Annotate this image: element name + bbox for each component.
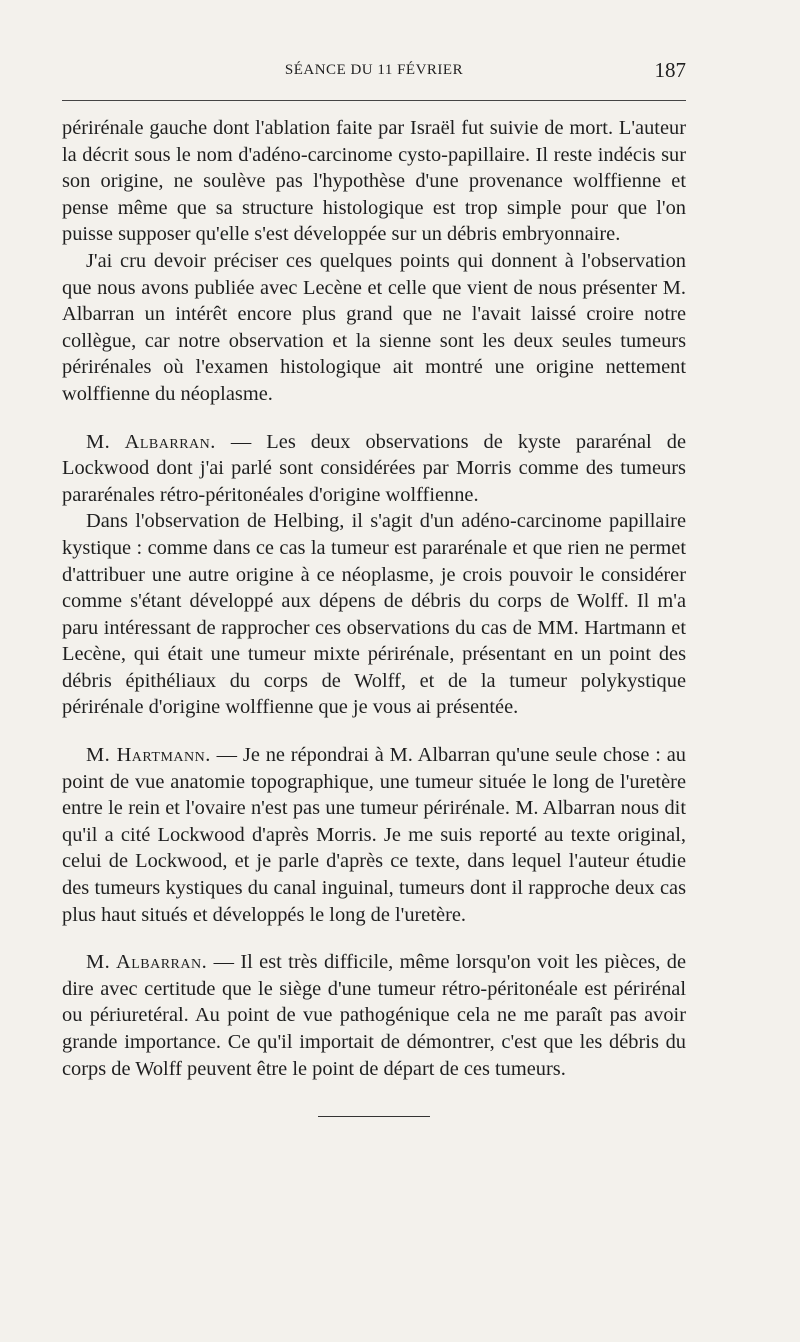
- paragraph-6-text: — Il est très difficile, même lorsqu'on voit les pièces, de dire avec certitude que le siège d'une tumeur rétro-péritonéale est périrénal ou périuretéral. Au point de vue pathogénique cela ne me paraît pas avoir grande importance. Ce qu'il importait de démontrer, c'est que les débris du corps de Wolff peuvent être le point de départ de ces tumeurs.: [62, 951, 686, 1080]
- header-rule: [62, 100, 686, 101]
- running-title: SÉANCE DU 11 FÉVRIER: [284, 62, 464, 78]
- paragraph-4: Dans l'observation de Helbing, il s'agit d'un adéno-carcinome papillaire kystique : comme dans ce cas la tumeur est pararénale et que rien ne permet d'attribuer une autre origine à ce néoplasme, je crois pouvoir le considérer comme s'étant développé aux dépens de débris du corps de Wolff. Il m'a paru intéressant de rapprocher ces observations du cas de MM. Hartmann et Lecène, qui était une tumeur mixte périrénale, présentant en un point des débris épithéliaux du corps de Wolff, et de la tumeur polykystique périrénale d'origine wolffienne que je vous ai présentée.: [62, 510, 686, 719]
- book-page: [62, 58, 686, 1117]
- paragraph-5: [62, 742, 686, 928]
- speaker-label: M. Hartmann.: [86, 744, 211, 767]
- paragraph-5-text: — Je ne répondrai à M. Albarran qu'une seule chose : au point de vue anatomie topographique, une tumeur située le long de l'uretère entre le rein et l'ovaire n'est pas une tumeur périrénale. M. Albarran nous dit qu'il a cité Lockwood d'après Morris. Je me suis reporté au texte original, celui de Lockwood, et je parle d'après ce texte, dans lequel l'auteur étudie des tumeurs kystiques du canal inguinal, tumeurs dont il rapproche deux cas plus haut situés et développés le long de l'uretère.: [62, 744, 686, 926]
- paragraph-2: J'ai cru devoir préciser ces quelques points qui donnent à l'observation que nous avons publiée avec Lecène et celle que vient de nous présenter M. Albarran un intérêt encore plus grand que ne l'avait laissé croire notre collègue, car notre observation et la sienne sont les deux seules tumeurs périrénales où l'examen histologique ait montré une origine nettement wolffienne du néoplasme.: [62, 249, 686, 405]
- page-number: 187: [654, 58, 686, 82]
- body-text: [62, 115, 686, 1082]
- speaker-label: M. Albarran.: [86, 951, 208, 974]
- page-header: [62, 58, 686, 88]
- paragraph-3-text: — Les deux observations de kyste pararénal de Lockwood dont j'ai parlé sont considérées par Morris comme des tumeurs pararénales rétro-péritonéales d'origine wolffienne.: [62, 430, 686, 506]
- speaker-label: M. Albarran.: [86, 430, 216, 453]
- paragraph-6: [62, 949, 686, 1082]
- end-rule: [318, 1116, 430, 1117]
- paragraph-3: [62, 429, 686, 509]
- paragraph-1: périrénale gauche dont l'ablation faite par Israël fut suivie de mort. L'auteur la décrit sous le nom d'adéno-carcinome cysto-papillaire. Il reste indécis sur son origine, ne soulève pas l'hypothèse d'une provenance wolffienne et pense même que sa structure histologique est trop simple pour que l'on puisse supposer qu'elle s'est développée sur un débris embryonnaire.: [62, 117, 686, 246]
